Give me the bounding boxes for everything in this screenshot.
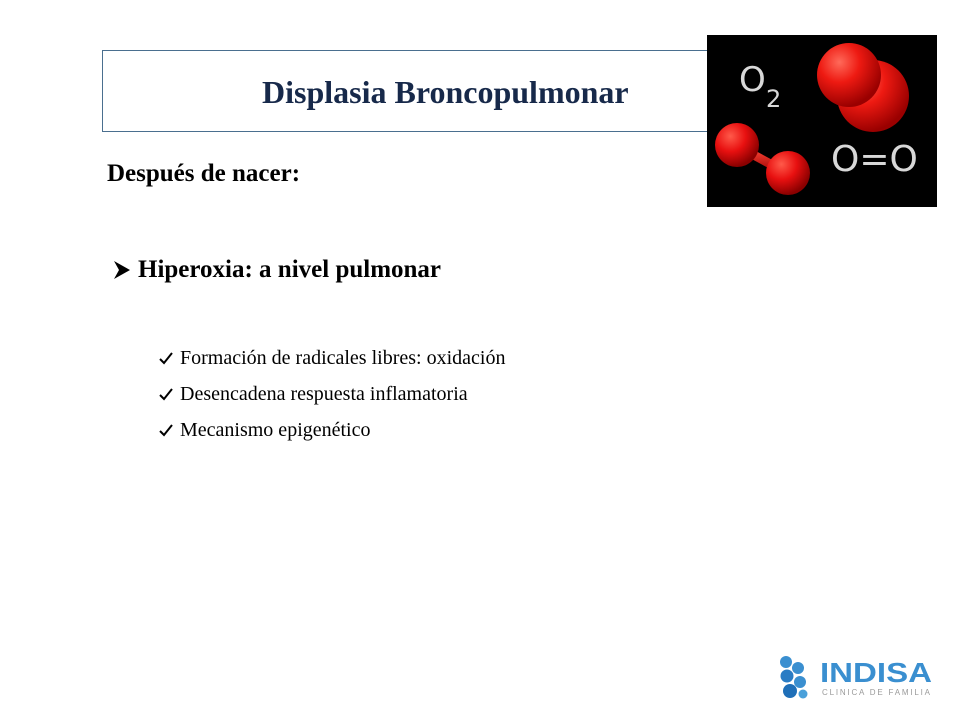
slide-title: Displasia Broncopulmonar [262, 74, 629, 110]
oxygen-molecule-image [707, 35, 937, 207]
formula-subscript: 2 [766, 85, 782, 113]
list-item-text: Formación de radicales libres: oxidación [180, 347, 506, 369]
section-subtitle: Después de nacer: [107, 160, 301, 187]
checkmark-icon [158, 422, 174, 438]
structural-formula: O=O [831, 139, 918, 180]
checkmark-icon [158, 350, 174, 366]
arrow-bullet-icon [113, 260, 131, 280]
indisa-dots-icon [780, 656, 808, 699]
list-item-text: Mecanismo epigenético [180, 419, 371, 441]
list-item-text: Desencadena respuesta inflamatoria [180, 383, 468, 405]
checklist [158, 340, 505, 448]
checkmark-icon [158, 386, 174, 402]
bullet-text: Hiperoxia: a nivel pulmonar [138, 256, 442, 283]
list-item [158, 412, 505, 448]
formula-symbol: O [739, 60, 766, 100]
logo-name: INDISA [820, 657, 932, 688]
space-filling-molecule-icon [817, 43, 909, 132]
bullet-hiperoxia [113, 252, 441, 288]
ball-and-stick-molecule-icon [715, 123, 810, 195]
list-item [158, 376, 505, 412]
logo-tagline: CLINICA DE FAMILIA [822, 688, 930, 697]
list-item [158, 340, 505, 376]
indisa-logo [776, 652, 936, 700]
